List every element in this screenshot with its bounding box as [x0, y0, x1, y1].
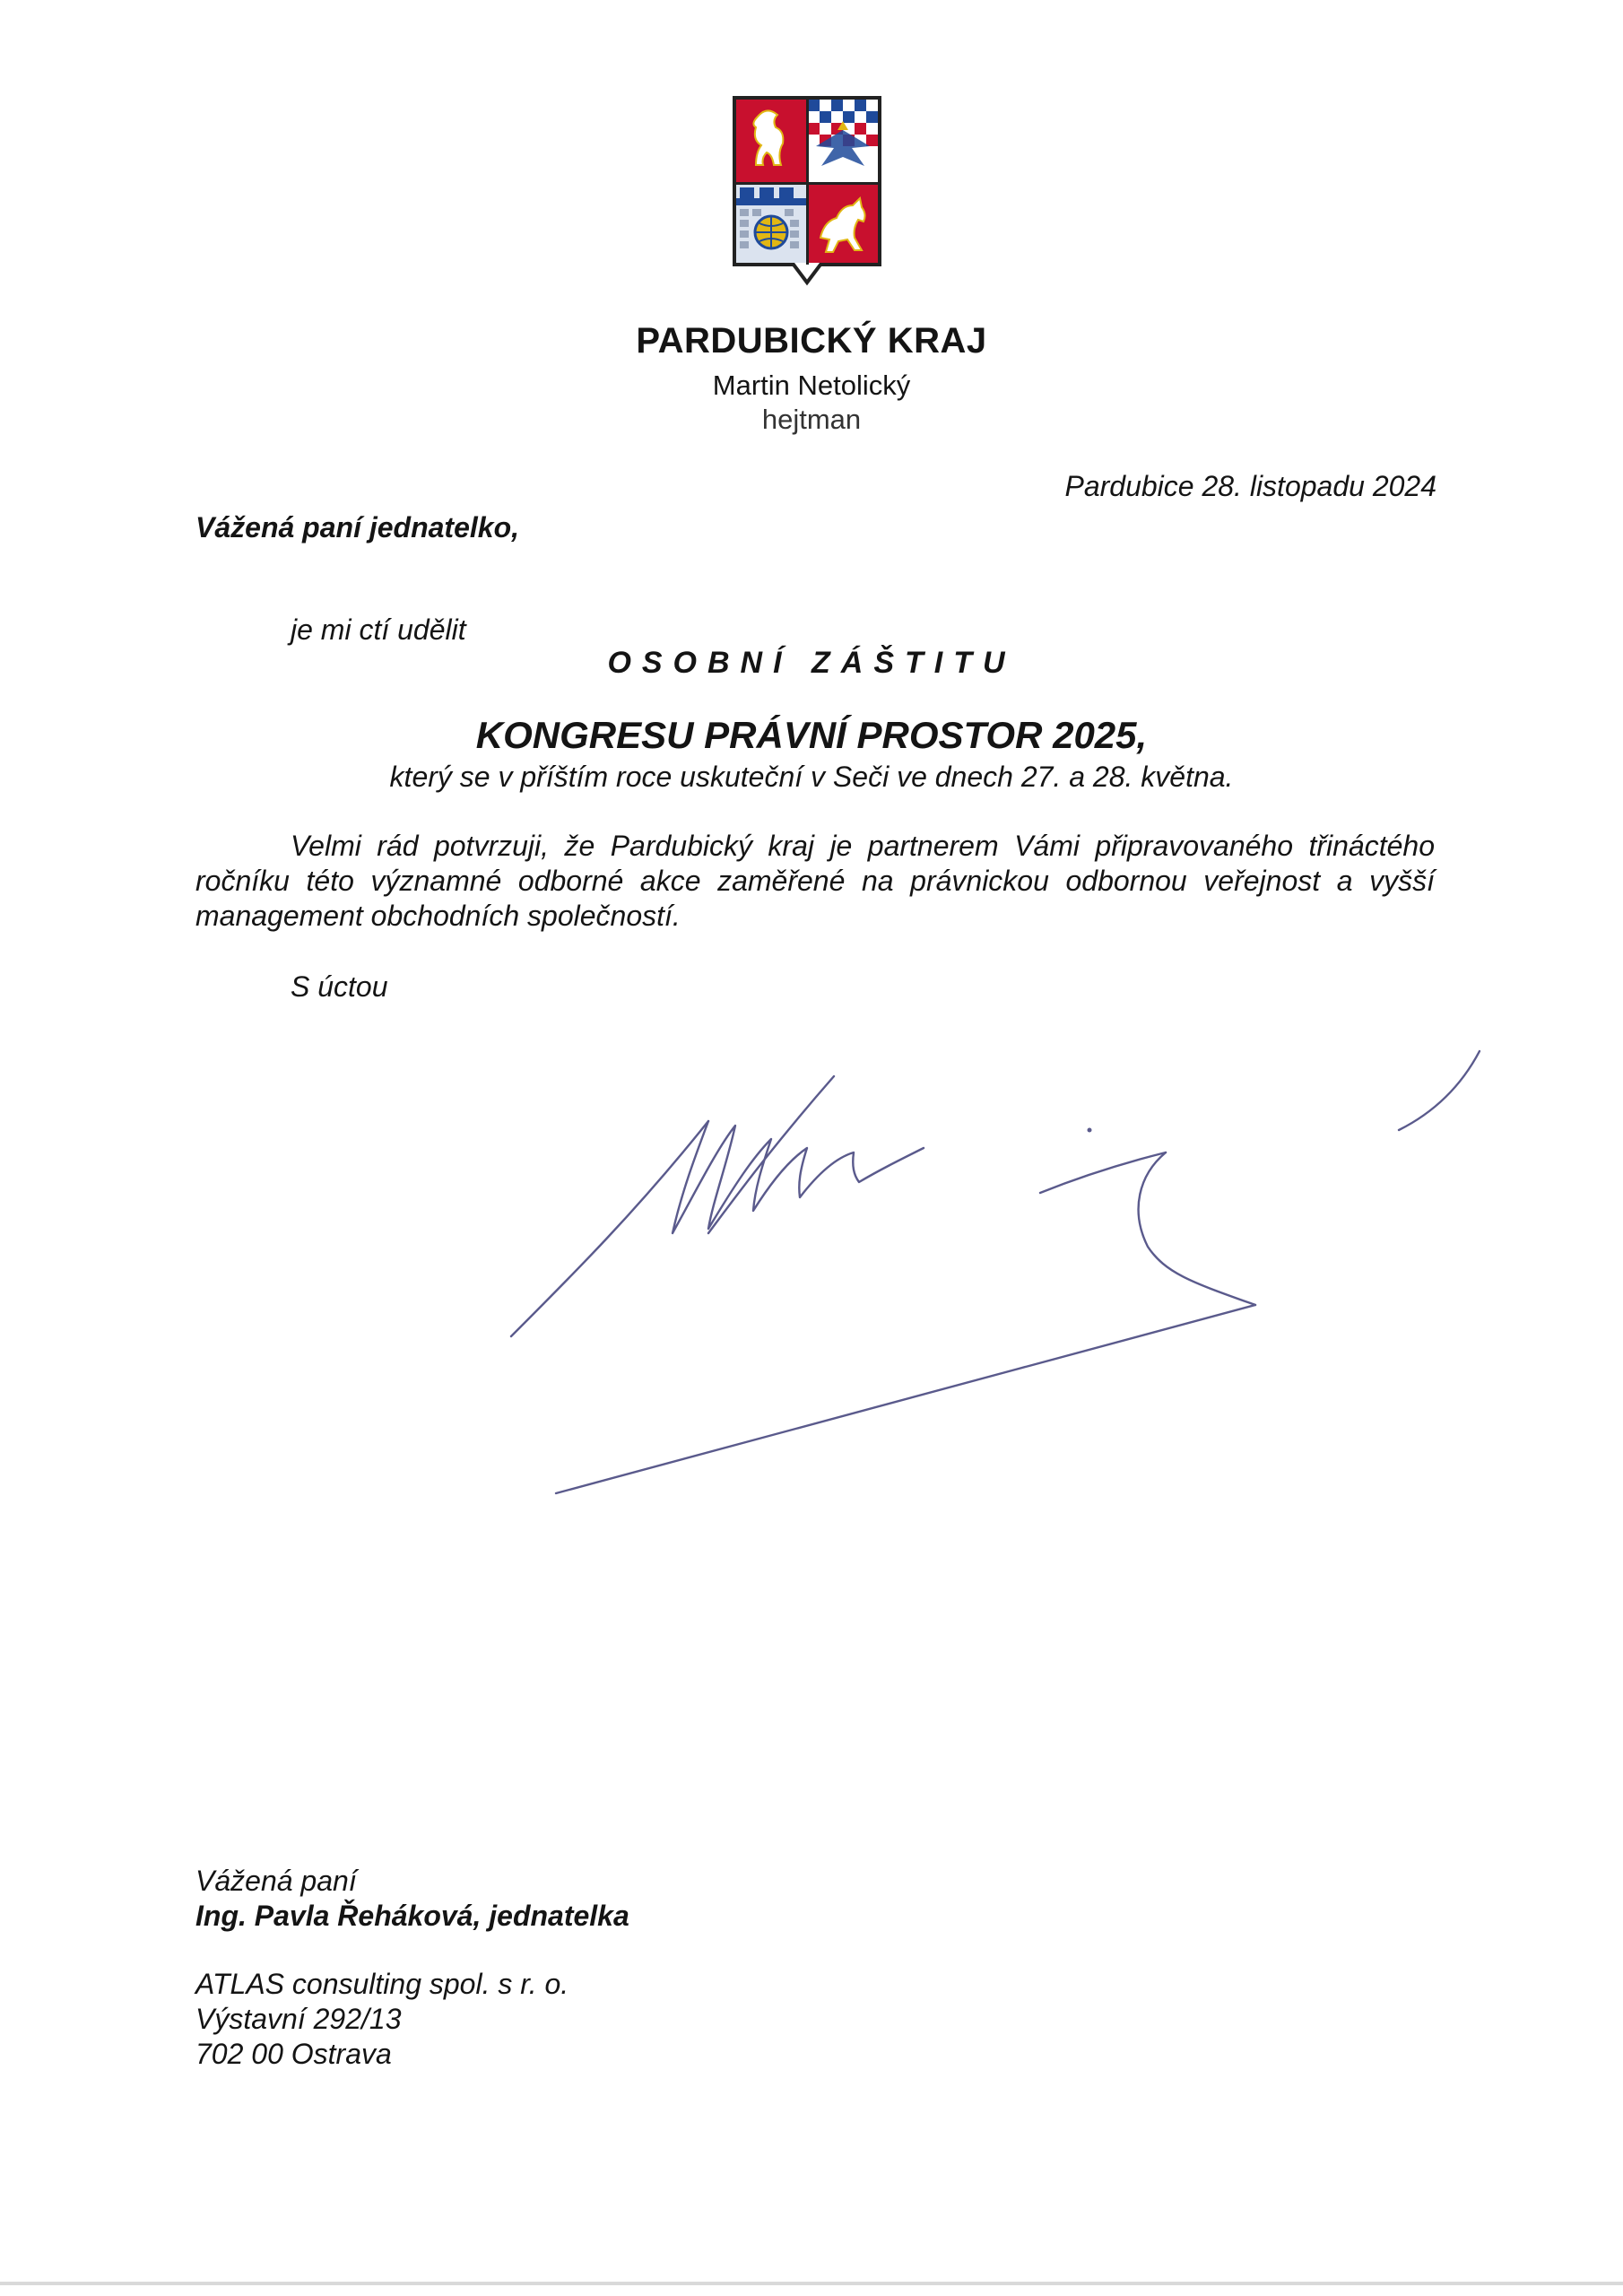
page-bottom-edge: [0, 2282, 1623, 2285]
salutation: Vážená paní jednatelko,: [195, 511, 519, 544]
event-title: KONGRESU PRÁVNÍ PROSTOR 2025,: [475, 714, 1148, 756]
governor-role: hejtman: [761, 404, 862, 435]
recipient-greeting: Vážená paní: [195, 1865, 357, 1897]
patronage-heading: OSOBNÍ ZÁŠTITU: [607, 646, 1016, 680]
body-paragraph: Velmi rád potvrzuji, že Pardubický kraj je partnerem Vámi připravovaného třináctého ročníku této významné odborné akce zaměřené na právnickou odbornou veřejnost a vyšší management obchodních společností.: [195, 830, 1435, 932]
governor-name: Martin Netolický: [712, 370, 911, 401]
recipient-name: Ing. Pavla Řeháková, jednatelka: [195, 1900, 629, 1932]
coat-of-arms-logo: [731, 94, 883, 287]
event-subtitle: který se v příštím roce uskuteční v Seči ve dnech 27. a 28. května.: [389, 761, 1234, 793]
region-title: PARDUBICKÝ KRAJ: [636, 321, 987, 361]
recipient-city: 702 00 Ostrava: [195, 2038, 392, 2070]
closing: S úctou: [291, 970, 388, 1003]
recipient-street: Výstavní 292/13: [195, 2003, 402, 2035]
letter-date: Pardubice 28. listopadu 2024: [1064, 470, 1436, 502]
recipient-company: ATLAS consulting spol. s r. o.: [195, 1968, 569, 2000]
handwritten-signature: [502, 1040, 1488, 1507]
intro-line: je mi ctí udělit: [291, 613, 466, 646]
